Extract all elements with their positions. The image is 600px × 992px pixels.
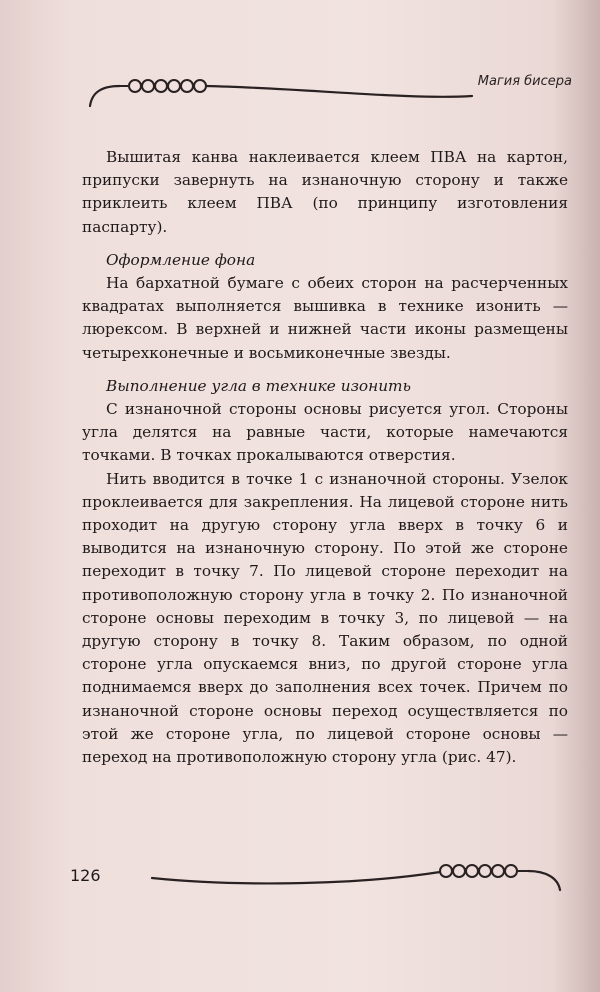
paragraph-3: С изнаночной стороны основы рисуется угол. Стороны угла делятся на равные части, которые намечаются точками. В точках прокалываются отверстия. — [82, 400, 568, 465]
paragraph-1: Вышитая канва наклеивается клеем ПВА на картон, припуски завернуть на изнаночную сторону и также приклеить клеем ПВА (по принципу изготовления паспарту). — [82, 148, 568, 236]
running-title: Магия бисера — [477, 74, 572, 89]
page-body — [82, 146, 568, 769]
paragraph-2: На бархатной бумаге с обеих сторон на расчерченных квадратах выполняется вышивка в технике изонить — люрексом. В верхней и нижней части иконы размещены четырехконечные и восьмиконечные звезды. — [82, 274, 568, 362]
top-bead-ornament — [80, 66, 480, 116]
section-heading-background: Оформление фона — [106, 250, 256, 269]
section-heading-corner: Выполнение угла в технике изонить — [106, 376, 411, 395]
bottom-bead-ornament — [150, 856, 570, 896]
paragraph-4: Нить вводится в точке 1 с изнаночной стороны. Узелок проклеивается для закрепления. На лицевой стороне нить проходит на другую сторону угла вверх в точку 6 и выводится на изнаночную сторону. По этой же стороне переходит в точку 7. По лицевой стороне переходит на противоположную сторону угла в точку 2. По изнаночной стороне основы переходим в точку 3, по лицевой — на другую сторону в точку 8. Таким образом, по одной стороне угла опускаемся вниз, по другой стороне угла поднимаемся вверх до заполнения всех точек. Причем по изнаночной стороне основы переход осуществляется по этой же стороне угла, по лицевой стороне основы — переход на противоположную сторону угла (рис. 47). — [82, 469, 568, 767]
page-number: 126 — [70, 866, 101, 885]
